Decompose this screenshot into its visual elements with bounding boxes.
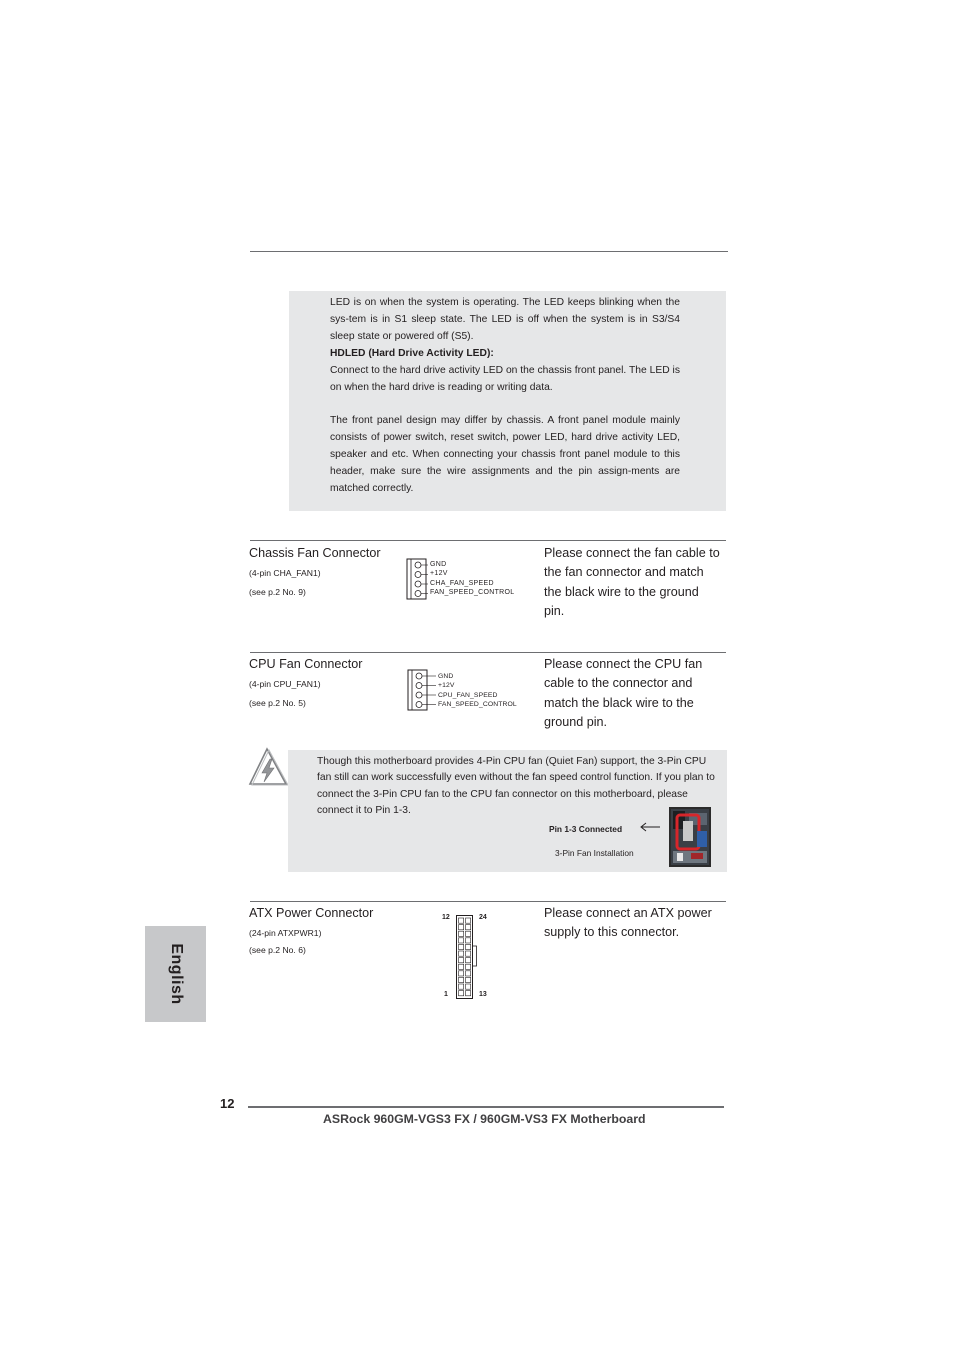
language-side-tab: [145, 926, 206, 1022]
cpu-fan-note-text: Though this motherboard provides 4-Pin CPU fan (Quiet Fan) support, the 3-Pin CPU fan still can work successfully even without the fan speed control function. If you plan to connect the 3-Pin CPU fan to the CPU fan connector on this motherboard, please connect it to Pin 1-3.: [317, 756, 715, 817]
front-panel-design-text: The front panel design may differ by chassis. A front panel module mainly consists of power switch, reset switch, power LED, hard drive activity LED, speaker and etc. When connecting your chassis front panel module to this header, make sure the wire assignments and the pin assign-ments are matched correctly.: [330, 415, 680, 494]
chassis-fan-rule: [250, 540, 726, 541]
atx-pin-cell: [466, 964, 471, 969]
header-rule: [250, 251, 728, 252]
language-label: English: [167, 943, 185, 1005]
atx-pin-cell: [459, 971, 464, 976]
cpu-fan-rule: [250, 652, 726, 653]
atx-pin-1: 1: [444, 991, 448, 998]
three-pin-fan-caption: 3-Pin Fan Installation: [555, 848, 634, 858]
arrow-left-icon: [639, 822, 661, 832]
atx-pin-cell: [459, 938, 464, 943]
atx-pin-cell: [459, 944, 464, 949]
atx-pin-cell: [459, 964, 464, 969]
atx-pin-cell: [466, 984, 471, 989]
footer-rule: [248, 1106, 724, 1108]
atx-pin-cell: [466, 944, 471, 949]
atx-pin-cell: [466, 958, 471, 963]
atx-pin-cell: [466, 931, 471, 936]
chassis-fan-pin: (4-pin CHA_FAN1): [249, 568, 321, 578]
chassis-fan-title: Chassis Fan Connector: [249, 546, 381, 560]
footer-title: ASRock 960GM-VGS3 FX / 960GM-VS3 FX Motherboard: [323, 1112, 646, 1126]
pled-text: LED is on when the system is operating. The LED keeps blinking when the sys-tem is in S1 sleep state. The LED is off when the system is in S3/S4 sleep state or powered off (S5).: [330, 297, 680, 342]
atx-pin-cell: [466, 925, 471, 930]
hdled-text: Connect to the hard drive activity LED on the chassis front panel. The LED is on when the hard drive is reading or writing data.: [330, 364, 680, 393]
atx-pin-cell: [466, 938, 471, 943]
chassis-fan-description: Please connect the fan cable to the fan connector and match the black wire to the ground pin.: [544, 546, 720, 618]
caution-icon: [247, 746, 291, 788]
atx-pin-cell: [459, 918, 464, 923]
atx-pin: (24-pin ATXPWR1): [249, 928, 322, 938]
atx-title: ATX Power Connector: [249, 906, 374, 920]
cpu-fan-description: Please connect the CPU fan cable to the connector and match the black wire to the ground pin.: [544, 657, 703, 729]
atx-pin-cell: [459, 958, 464, 963]
atx-pin-cell: [466, 971, 471, 976]
atx-description: Please connect an ATX power supply to this connector.: [544, 906, 712, 940]
atx-pin-cell: [466, 951, 471, 956]
atx-pin-cell: [459, 931, 464, 936]
cpu-fan-ref: (see p.2 No. 5): [249, 698, 306, 708]
atx-pin-cell: [459, 991, 464, 996]
pin-1-3-label: Pin 1-3 Connected: [549, 824, 623, 834]
fan-installation-photo: [669, 807, 711, 867]
led-description: [330, 295, 680, 396]
atx-pin-12: 12: [442, 914, 450, 921]
atx-pin-cell: [459, 925, 464, 930]
atx-pin-24: 24: [479, 914, 487, 921]
chassis-fan-ref: (see p.2 No. 9): [249, 587, 306, 597]
atx-pin-cell: [459, 951, 464, 956]
atx-pin-cell: [459, 984, 464, 989]
atx-ref: (see p.2 No. 6): [249, 945, 306, 955]
atx-pin-cell: [466, 991, 471, 996]
atx-pin-cell: [466, 977, 471, 982]
hdled-heading: HDLED (Hard Drive Activity LED):: [330, 347, 494, 359]
cpu-fan-title: CPU Fan Connector: [249, 657, 363, 671]
chassis-fan-pin-labels: GND +12V CHA_FAN_SPEED FAN_SPEED_CONTROL: [430, 561, 515, 596]
atx-connector-diagram: [455, 914, 481, 1000]
atx-rule: [250, 901, 726, 902]
page-number: 12: [220, 1096, 235, 1111]
cpu-fan-pin: (4-pin CPU_FAN1): [249, 679, 321, 689]
atx-pin-cell: [466, 918, 471, 923]
atx-pin-cell: [459, 977, 464, 982]
cpu-fan-connector-diagram: [405, 668, 437, 712]
chassis-fan-connector-diagram: [404, 557, 428, 601]
atx-pin-13: 13: [479, 991, 487, 998]
cpu-fan-pin-labels: GND +12V CPU_FAN_SPEED FAN_SPEED_CONTROL: [438, 673, 517, 708]
